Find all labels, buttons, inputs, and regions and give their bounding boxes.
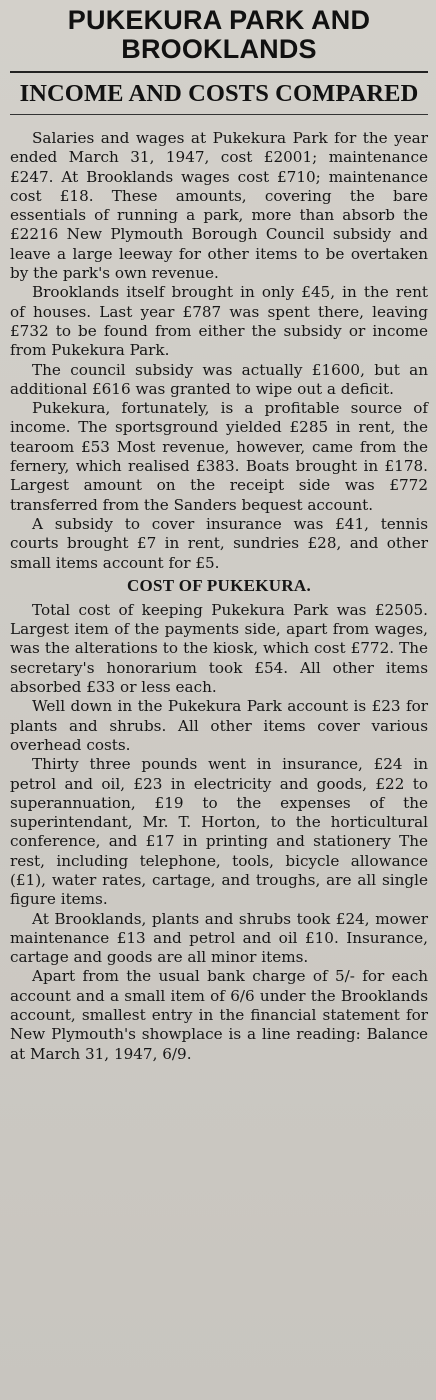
paragraph: Brooklands itself brought in only £45, in the rent of houses. Last year £787 was spent there, leaving £732 to be found from either the subsidy or income from Pukekura Park. [10,283,428,360]
section-crosshead: COST OF PUKEKURA. [126,575,312,595]
subheadline-rule [10,114,428,115]
headline: PUKEKURA PARK AND BROOKLANDS [67,5,371,64]
paragraph: Salaries and wages at Pukekura Park for the year ended March 31, 1947, cost £2001; maintenance £247. At Brooklands wages cost £710; maintenance cost £18. These amounts, covering the bare essentials of running a park, more than absorb the £2216 New Plymouth Borough Council subsidy and leave a large leeway for other items to be overtaken by the park's own revenue. [10,129,428,283]
paragraph: At Brooklands, plants and shrubs took £24, mower maintenance £13 and petrol and oil £10. Insurance, cartage and goods are all minor items. [10,909,428,967]
paragraph: Thirty three pounds went in insurance, £24 in petrol and oil, £23 in electricity and goods, £22 to superannuation, £19 to the expenses of the superintendant, Mr. T. Horton, to the horticultural conference, and £17 in printing and stationery The rest, including telephone, tools, bicycle allowance (£1), water rates, cartage, and troughs, are all single figure items. [10,755,428,909]
paragraph: A subsidy to cover insurance was £41, tennis courts brought £7 in rent, sundries £28, and other small items account for £5. [10,514,428,572]
paragraph: Pukekura, fortunately, is a profitable source of income. The sportsground yielded £285 in rent, the tearoom £53 Most revenue, however, came from the fernery, which realised £383. Boats brought in £178. Largest amount on the receipt side was £772 transferred from the Sanders bequest account. [10,399,428,514]
paragraph: Well down in the Pukekura Park account is £23 for plants and shrubs. All other items cover various overhead costs. [10,697,428,754]
paragraph: The council subsidy was actually £1600, but an additional £616 was granted to wipe out a deficit. [10,360,428,398]
paragraph: Apart from the usual bank charge of 5/- for each account and a small item of 6/6 under the Brooklands account, smallest entry in the financial statement for New Plymouth's showplace is a line reading: Balance at March 31, 1947, 6/9. [10,967,428,1063]
subheadline: INCOME AND COSTS COMPARED [19,80,419,107]
article-body [10,129,428,1064]
headline-rule [10,71,428,73]
paragraph: Total cost of keeping Pukekura Park was £2505. Largest item of the payments side, apart from wages, was the alterations to the kiosk, which cost £772. The secretary's honorarium took £54. All other items absorbed £33 or less each. [10,600,428,697]
